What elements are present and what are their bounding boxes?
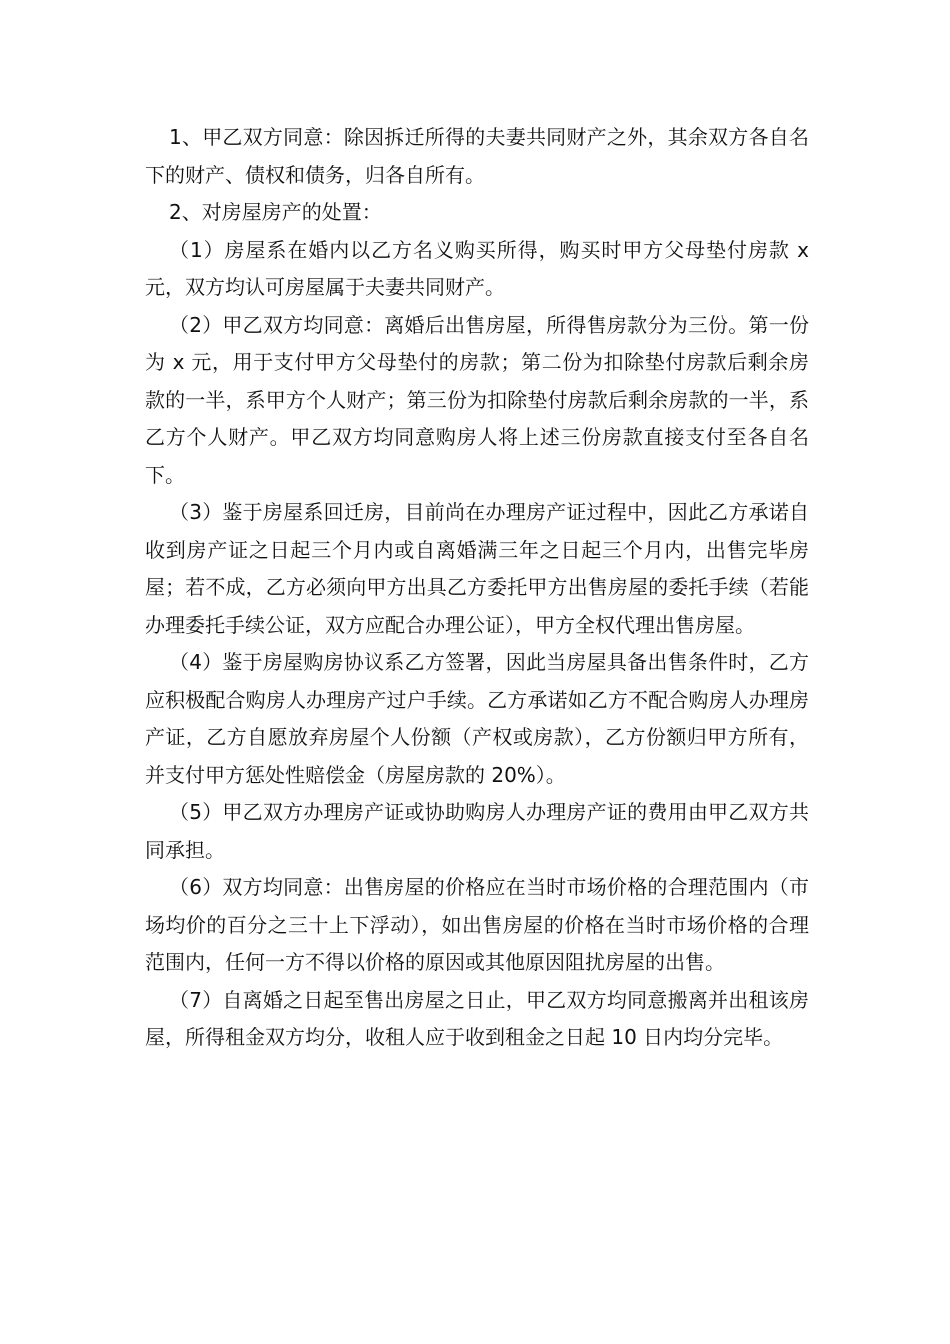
paragraph-item-5: （5）甲乙双方办理房产证或协助购房人办理房产证的费用由甲乙双方共同承担。 <box>145 800 809 862</box>
paragraph-clause-2-heading: 2、对房屋房产的处置： <box>169 200 382 224</box>
paragraph-item-3: （3）鉴于房屋系回迁房，目前尚在办理房产证过程中，因此乙方承诺自收到房产证之日起三个月内或自离婚满三年之日起三个月内，出售完毕房屋；若不成，乙方必须向甲方出具乙方委托甲方出售房屋的委托手续（若能办理委托手续公证，双方应配合办理公证），甲方全权代理出售房屋。 <box>145 500 809 637</box>
document-body <box>145 119 809 1057</box>
paragraph-item-1: （1）房屋系在婚内以乙方名义购买所得，购买时甲方父母垫付房款 x 元，双方均认可房屋属于夫妻共同财产。 <box>145 237 809 299</box>
paragraph-item-2: （2）甲乙双方均同意：离婚后出售房屋，所得售房款分为三份。第一份为 x 元，用于支付甲方父母垫付的房款；第二份为扣除垫付房款后剩余房款的一半，系甲方个人财产；第三份为扣除垫付房款后剩余房款的一半，系乙方个人财产。甲乙双方均同意购房人将上述三份房款直接支付至各自名下。 <box>145 312 809 487</box>
paragraph-item-7: （7）自离婚之日起至售出房屋之日止，甲乙双方均同意搬离并出租该房屋，所得租金双方均分，收租人应于收到租金之日起 10 日内均分完毕。 <box>145 987 809 1049</box>
paragraph-item-4: （4）鉴于房屋购房协议系乙方签署，因此当房屋具备出售条件时，乙方应积极配合购房人办理房产过户手续。乙方承诺如乙方不配合购房人办理房产证，乙方自愿放弃房屋个人份额（产权或房款），乙方份额归甲方所有，并支付甲方惩处性赔偿金（房屋房款的 20%）。 <box>145 650 809 787</box>
paragraph-item-6: （6）双方均同意：出售房屋的价格应在当时市场价格的合理范围内（市场均价的百分之三十上下浮动），如出售房屋的价格在当时市场价格的合理范围内，任何一方不得以价格的原因或其他原因阻扰房屋的出售。 <box>145 875 809 974</box>
paragraph-clause-1: 1、甲乙双方同意：除因拆迁所得的夫妻共同财产之外，其余双方各自名下的财产、债权和债务，归各自所有。 <box>145 125 809 187</box>
